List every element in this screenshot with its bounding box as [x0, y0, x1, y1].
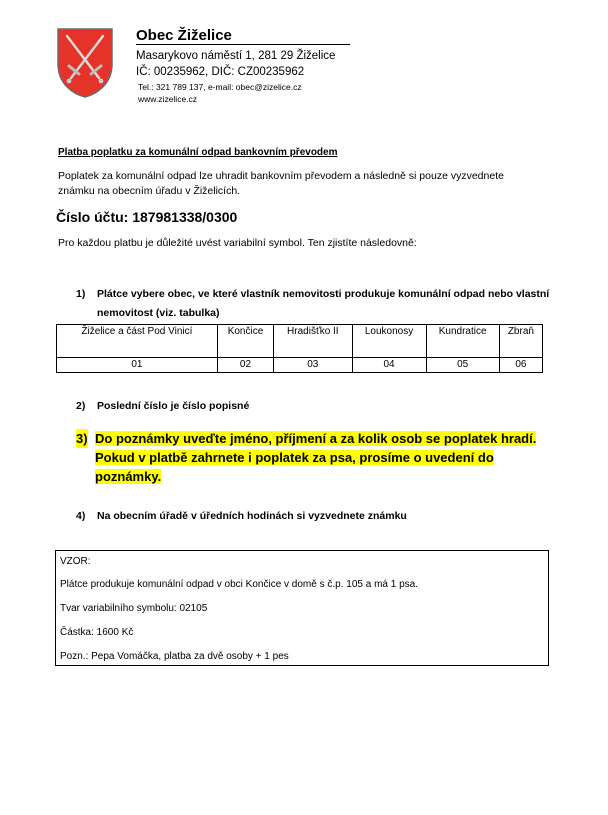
address: Masarykovo náměstí 1, 281 29 Žiželice — [136, 50, 336, 62]
table-cell: 03 — [274, 358, 352, 373]
table-cell: 05 — [426, 358, 499, 373]
step-text: Na obecním úřadě v úředních hodinách si vyzvednete známku — [97, 510, 407, 522]
municipal-emblem — [55, 26, 115, 98]
website: www.zizelice.cz — [138, 94, 198, 104]
step-text: Poslední číslo je číslo popisné — [97, 400, 250, 412]
variable-symbol-note: Pro každou platbu je důležité uvést variabilní symbol. Ten zjistíte následovně: — [58, 237, 417, 249]
step-text: Do poznámky uveďte jméno, příjmení a za kolik osob se poplatek hradí. Pokud v platbě zahrnete i poplatek za psa, prosíme o uvedení do poznámky. — [95, 431, 537, 484]
table-cell: 01 — [57, 358, 218, 373]
table-cell: Hradišťko II — [274, 325, 352, 358]
document-heading: Platba poplatku za komunální odpad bankovním převodem — [58, 147, 338, 158]
table-cell: Zbraň — [499, 325, 542, 358]
intro-paragraph: Poplatek za komunální odpad lze uhradit bankovním převodem a následně si pouze vyzvednete známku na obecním úřadu v Žiželicích. — [58, 170, 504, 197]
step-number: 1) — [76, 288, 86, 300]
step-1 — [76, 285, 551, 325]
municipality-name: Obec Žiželice — [136, 27, 232, 44]
example-box — [55, 550, 549, 666]
contact-line: Tel.: 321 789 137, e-mail: obec@zizelice.cz — [138, 82, 302, 92]
example-line: Pozn.: Pepa Vomáčka, platba za dvě osoby + 1 pes — [60, 651, 289, 662]
step-number: 4) — [76, 510, 86, 522]
table-cell: 06 — [499, 358, 542, 373]
table-cell: Žiželice a část Pod Vinicí — [57, 325, 218, 358]
account-number: Číslo účtu: 187981338/0300 — [56, 209, 238, 225]
example-line: Částka: 1600 Kč — [60, 627, 134, 638]
step-4 — [76, 507, 551, 527]
example-line: Plátce produkuje komunální odpad v obci Končice v domě s č.p. 105 a má 1 psa. — [60, 579, 418, 590]
municipality-code-table — [56, 324, 543, 373]
example-title: VZOR: — [60, 556, 91, 567]
table-cell: Loukonosy — [352, 325, 426, 358]
step-number: 2) — [76, 400, 86, 412]
step-text: Plátce vybere obec, ve které vlastník nemovitosti produkuje komunální odpad nebo vlastní nemovitost (viz. tabulka) — [97, 288, 550, 319]
step-number: 3) — [76, 431, 88, 446]
step-text-wrapper — [95, 429, 547, 486]
table-cell: 04 — [352, 358, 426, 373]
company-ids: IČ: 00235962, DIČ: CZ00235962 — [136, 66, 305, 78]
step-2 — [76, 397, 551, 417]
table-cell: Končice — [217, 325, 273, 358]
example-line: Tvar variabilního symbolu: 02105 — [60, 603, 208, 614]
table-cell: 02 — [217, 358, 273, 373]
table-cell: Kundratice — [426, 325, 499, 358]
title-underline — [136, 44, 350, 45]
step-3 — [76, 429, 551, 489]
